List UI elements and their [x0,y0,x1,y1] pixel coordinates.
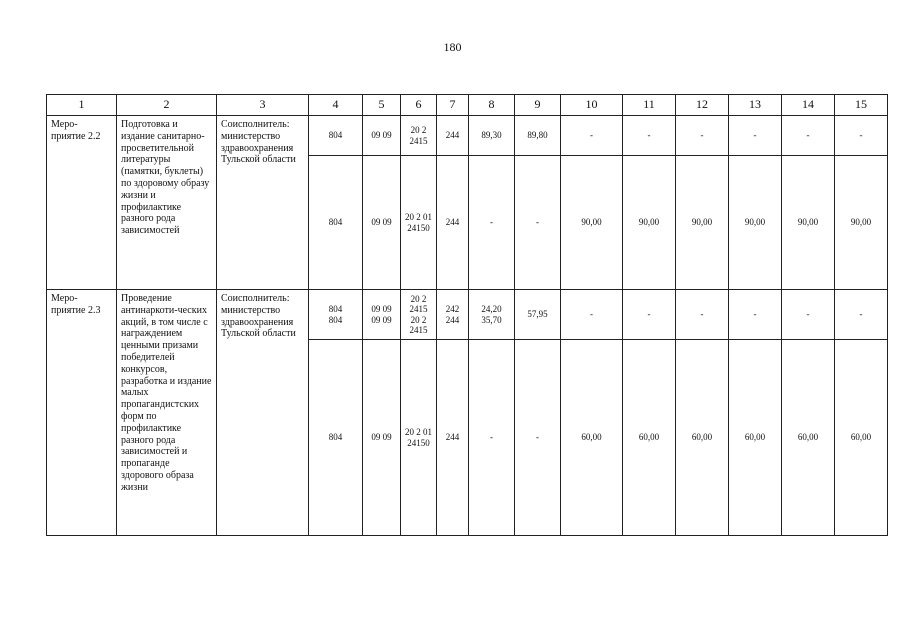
cell-year: 90,00 [623,156,676,290]
header-cell: 14 [782,95,835,116]
cell-c6: 20 2 01 24150 [401,340,437,536]
header-row [47,95,888,116]
table-row [47,116,888,156]
header-cell: 15 [835,95,888,116]
header-cell: 1 [47,95,117,116]
header-cell: 4 [309,95,363,116]
cell-c4: 804 [309,340,363,536]
cell-year: - [561,116,623,156]
header-cell: 3 [217,95,309,116]
cell-c7: 242 244 [437,290,469,340]
cell-c5: 09 09 09 09 [363,290,401,340]
cell-year: 60,00 [623,340,676,536]
cell-year: 60,00 [729,340,782,536]
cell-c6: 20 2 2415 20 2 2415 [401,290,437,340]
event-executor: Соисполнитель: министерство здравоохранения Тульской области [217,116,309,290]
header-cell: 7 [437,95,469,116]
cell-c4: 804 [309,156,363,290]
cell-year: - [676,116,729,156]
header-cell: 10 [561,95,623,116]
cell-year: - [782,116,835,156]
cell-year: 60,00 [782,340,835,536]
budget-table [46,94,888,536]
cell-year: - [835,116,888,156]
cell-c7: 244 [437,340,469,536]
cell-c5: 09 09 [363,340,401,536]
cell-year: 60,00 [835,340,888,536]
cell-c5: 09 09 [363,156,401,290]
cell-year: - [561,290,623,340]
header-cell: 12 [676,95,729,116]
cell-year: 60,00 [676,340,729,536]
cell-year: - [835,290,888,340]
cell-year: - [676,290,729,340]
cell-c8: 24,20 35,70 [469,290,515,340]
event-description: Подготовка и издание санитарно-просветительной литературы (памятки, буклеты) по здоровому образу жизни и профилактике разного рода зависимостей [117,116,217,290]
cell-c9: 57,95 [515,290,561,340]
cell-c4: 804 804 [309,290,363,340]
header-cell: 13 [729,95,782,116]
cell-c8: - [469,156,515,290]
event-code: Меро- приятие 2.2 [47,116,117,290]
cell-year: - [623,116,676,156]
cell-year: - [782,290,835,340]
header-cell: 11 [623,95,676,116]
cell-c8: - [469,340,515,536]
cell-c9: - [515,340,561,536]
cell-year: - [729,116,782,156]
cell-year: 90,00 [835,156,888,290]
header-cell: 2 [117,95,217,116]
cell-year: 90,00 [782,156,835,290]
event-code: Меро- приятие 2.3 [47,290,117,536]
cell-c7: 244 [437,156,469,290]
cell-c8: 89,30 [469,116,515,156]
cell-c7: 244 [437,116,469,156]
cell-c9: 89,80 [515,116,561,156]
header-cell: 5 [363,95,401,116]
header-cell: 9 [515,95,561,116]
header-cell: 6 [401,95,437,116]
cell-year: 60,00 [561,340,623,536]
table-row [47,290,888,340]
cell-year: - [729,290,782,340]
header-cell: 8 [469,95,515,116]
cell-year: 90,00 [561,156,623,290]
cell-c6: 20 2 01 24150 [401,156,437,290]
event-description: Проведение антинаркоти-ческих акций, в том числе с награждением ценными призами победителей конкурсов, разработка и издание малых пропагандистских форм по профилактике разного рода зависимостей и пропаганде здорового образа жизни [117,290,217,536]
event-executor: Соисполнитель: министерство здравоохранения Тульской области [217,290,309,536]
page-number: 180 [443,40,462,54]
cell-c5: 09 09 [363,116,401,156]
cell-year: 90,00 [729,156,782,290]
cell-c9: - [515,156,561,290]
cell-year: 90,00 [676,156,729,290]
cell-c4: 804 [309,116,363,156]
cell-year: - [623,290,676,340]
cell-c6: 20 2 2415 [401,116,437,156]
